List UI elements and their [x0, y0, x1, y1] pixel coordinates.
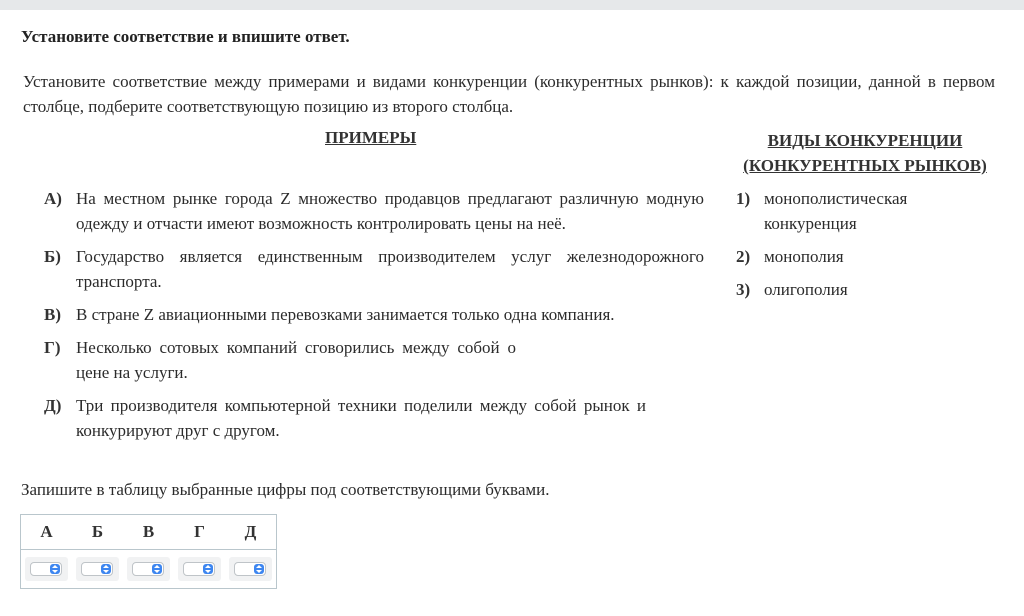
examples-list [44, 186, 704, 451]
answer-header-a: А [21, 515, 73, 550]
kind-number: 1) [736, 189, 751, 208]
example-text: Государство является единственным производителем услуг железнодорожного транспорта. [76, 247, 704, 291]
example-item [44, 186, 704, 236]
select-arrows-icon[interactable] [101, 564, 111, 574]
task-title: Установите соответствие и впишите ответ. [21, 27, 350, 46]
example-text: На местном рынке города Z множество продавцов предлагают различную модную одежду и отчасти имеют возможность контролировать цены на неё. [76, 189, 704, 233]
kinds-heading-line2: (КОНКУРЕНТНЫХ РЫНКОВ) [743, 156, 987, 175]
answer-instruction: Запишите в таблицу выбранные цифры под соответствующими буквами. [21, 480, 550, 499]
select-arrows-icon[interactable] [203, 564, 213, 574]
answer-select-g[interactable] [178, 557, 221, 581]
kind-number: 3) [736, 280, 751, 299]
answer-select-row [21, 550, 277, 589]
example-text: В стране Z авиационными перевозками занимается только одна компания. [76, 305, 615, 324]
answer-select-a[interactable] [25, 557, 68, 581]
example-letter: Д) [44, 396, 62, 415]
example-letter: В) [44, 305, 61, 324]
kind-item [736, 277, 996, 302]
answer-select-control[interactable] [234, 562, 266, 576]
answer-select-b[interactable] [76, 557, 119, 581]
task-intro: Установите соответствие между примерами и видами конкуренции (конкурентных рынков): к каждой позиции, данной в первом столбце, подберите соответствующую позицию из второго столбца. [23, 72, 995, 116]
example-item [44, 302, 704, 327]
top-bar [0, 0, 1024, 10]
answer-table [20, 514, 277, 589]
answer-cell [21, 550, 73, 589]
answer-header-row [21, 515, 277, 550]
answer-header-b: Б [72, 515, 123, 550]
example-letter: А) [44, 189, 62, 208]
answer-select-control[interactable] [30, 562, 62, 576]
kinds-heading [734, 128, 996, 178]
examples-heading: ПРИМЕРЫ [325, 128, 417, 147]
answer-select-control[interactable] [81, 562, 113, 576]
example-item [44, 393, 704, 443]
answer-select-control[interactable] [132, 562, 164, 576]
answer-header-d: Д [225, 515, 277, 550]
answer-cell [123, 550, 174, 589]
answer-header-v: В [123, 515, 174, 550]
answer-cell [72, 550, 123, 589]
select-arrows-icon[interactable] [50, 564, 60, 574]
kind-number: 2) [736, 247, 751, 266]
answer-header-g: Г [174, 515, 225, 550]
example-letter: Б) [44, 247, 61, 266]
answer-select-d[interactable] [229, 557, 272, 581]
kinds-heading-line1: ВИДЫ КОНКУРЕНЦИИ [767, 131, 963, 150]
kinds-list [736, 186, 996, 310]
example-text: Три производителя компьютерной техники поделили между собой рынок и конкурируют друг с другом. [76, 396, 646, 440]
example-item [44, 335, 704, 385]
answer-select-control[interactable] [183, 562, 215, 576]
kind-text: олигополия [764, 280, 848, 299]
select-arrows-icon[interactable] [254, 564, 264, 574]
kind-text: монополия [764, 247, 844, 266]
example-letter: Г) [44, 338, 61, 357]
answer-cell [225, 550, 277, 589]
kind-text: монополистическая конкуренция [764, 189, 908, 233]
example-text: Несколько сотовых компаний сговорились между собой о цене на услуги. [76, 338, 516, 382]
example-item [44, 244, 704, 294]
kind-item [736, 244, 996, 269]
kind-item [736, 186, 996, 236]
select-arrows-icon[interactable] [152, 564, 162, 574]
answer-cell [174, 550, 225, 589]
answer-select-v[interactable] [127, 557, 170, 581]
